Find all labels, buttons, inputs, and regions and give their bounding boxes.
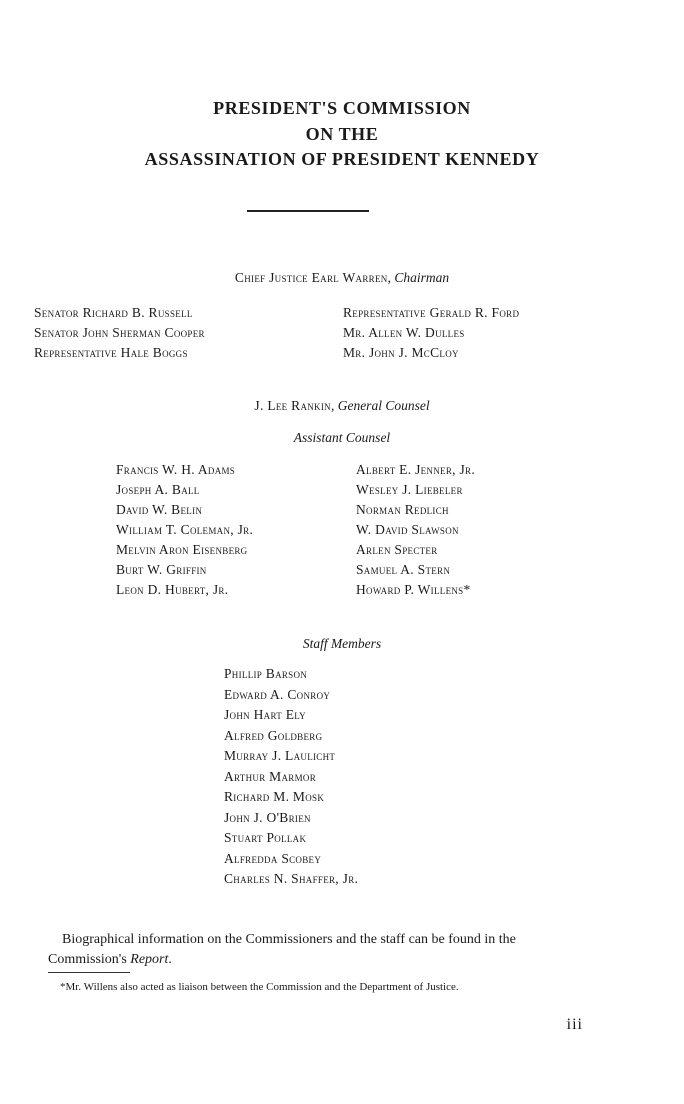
assistant-counsel-member: David W. Belin (116, 502, 203, 517)
report-reference: Report (130, 952, 169, 967)
title-line-2: ON THE (305, 124, 379, 144)
commissioners-left (34, 303, 205, 363)
assistant-counsel-member: Albert E. Jenner, Jr. (356, 462, 476, 477)
title-line-3: ASSASSINATION OF PRESIDENT KENNEDY (144, 149, 540, 169)
assistant-counsel-right (356, 460, 475, 600)
biographical-note (48, 930, 588, 970)
chairman-name: Chief Justice Earl Warren (234, 270, 388, 285)
assistant-counsel-member: William T. Coleman, Jr. (116, 522, 254, 537)
assistant-counsel-member: Leon D. Hubert, Jr. (116, 582, 229, 597)
assistant-counsel-member: Joseph A. Ball (116, 482, 200, 497)
staff-member: John Hart Ely (224, 707, 306, 722)
bio-end: . (168, 952, 172, 967)
commissioner: Mr. John J. McCloy (343, 345, 459, 360)
assistant-counsel-member: Burt W. Griffin (116, 562, 207, 577)
staff-member: Alfredda Scobey (224, 850, 322, 866)
chairman-line: Chief Justice Earl Warren, Chairman (234, 270, 450, 285)
assistant-counsel-member: Arlen Specter (356, 542, 438, 557)
commissioner: Senator Richard B. Russell (34, 305, 193, 320)
assistant-counsel-heading: Assistant Counsel (293, 430, 391, 445)
footnote: *Mr. Willens also acted as liaison between the Commission and the Department of Justice. (60, 981, 459, 993)
assistant-counsel-left (116, 460, 253, 600)
title-divider (247, 210, 369, 212)
staff-member: Murray J. Laulicht (224, 748, 336, 763)
staff-list (224, 664, 358, 890)
assistant-counsel-member: Wesley J. Liebeler (356, 482, 463, 497)
commissioner: Senator John Sherman Cooper (34, 325, 205, 340)
staff-member: Arthur Marmor (224, 768, 316, 784)
staff-member: Charles N. Shaffer, Jr. (224, 871, 359, 886)
title-line-1: PRESIDENT'S COMMISSION (213, 98, 471, 118)
staff-member: Phillip Barson (224, 666, 308, 681)
staff-member: Richard M. Mosk (224, 789, 325, 804)
commissioner: Representative Gerald R. Ford (343, 305, 520, 320)
assistant-counsel-member: Samuel A. Stern (356, 562, 451, 577)
staff-member: Edward A. Conroy (224, 686, 331, 702)
staff-member: Stuart Pollak (224, 830, 307, 845)
assistant-counsel-member: Norman Redlich (356, 502, 449, 517)
assistant-counsel-member: Melvin Aron Eisenberg (116, 542, 248, 557)
commissioner: Mr. Allen W. Dulles (343, 325, 465, 340)
footnote-rule (48, 972, 130, 973)
staff-member: John J. O'Brien (224, 809, 311, 825)
commissioners-right (343, 303, 519, 363)
chairman-role: Chairman (394, 270, 450, 285)
general-counsel-line: J. Lee Rankin, General Counsel (254, 398, 430, 413)
staff-heading: Staff Members (302, 636, 382, 651)
assistant-counsel-member: Howard P. Willens* (356, 582, 471, 597)
page-number: iii (566, 1016, 583, 1033)
assistant-counsel-member: Francis W. H. Adams (116, 462, 236, 477)
bio-text: Biographical information on the Commissioners and the staff can be found in the Commission's (48, 932, 516, 967)
general-counsel-role: General Counsel (337, 398, 430, 413)
general-counsel-name: J. Lee Rankin (254, 398, 331, 413)
staff-member: Alfred Goldberg (224, 727, 323, 743)
assistant-counsel-member: W. David Slawson (356, 522, 459, 537)
commissioner: Representative Hale Boggs (34, 345, 188, 360)
